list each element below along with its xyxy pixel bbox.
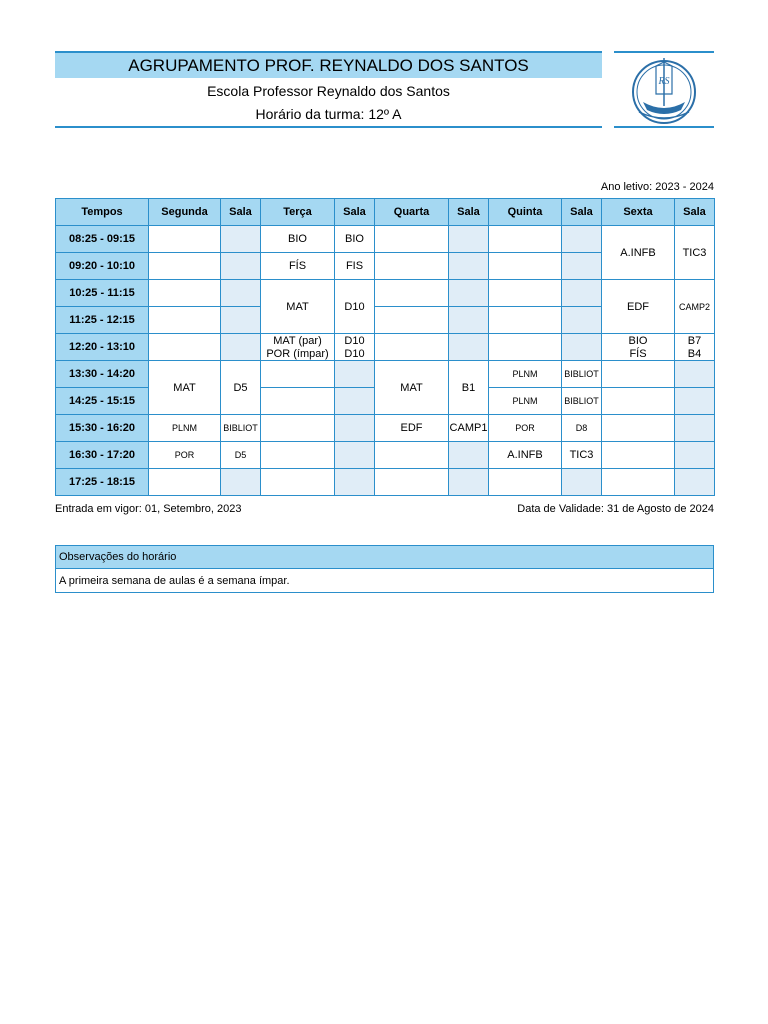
split-class-cell	[261, 334, 335, 361]
class-cell: BIO	[261, 226, 335, 253]
empty-cell	[149, 334, 221, 361]
empty-cell	[489, 280, 562, 307]
observations-title: Observações do horário	[55, 545, 714, 569]
empty-cell	[149, 307, 221, 334]
empty-room-cell	[562, 469, 602, 496]
ship-logo-icon	[629, 54, 699, 126]
class-cell: PLNM	[489, 388, 562, 415]
empty-cell	[261, 388, 335, 415]
empty-room-cell	[335, 388, 375, 415]
empty-room-cell	[675, 442, 715, 469]
timetable	[55, 198, 715, 496]
room-a: B7	[687, 334, 702, 347]
class-cell: A.INFB	[489, 442, 562, 469]
class-cell: MAT	[261, 280, 335, 334]
empty-room-cell	[221, 307, 261, 334]
header-terca: Terça	[261, 199, 335, 226]
empty-cell	[375, 442, 449, 469]
empty-cell	[375, 307, 449, 334]
header-sexta: Sexta	[602, 199, 675, 226]
class-cell: PLNM	[489, 361, 562, 388]
split-room-cell	[335, 334, 375, 361]
empty-cell	[261, 361, 335, 388]
empty-room-cell	[335, 415, 375, 442]
empty-cell	[602, 469, 675, 496]
empty-room-cell	[675, 469, 715, 496]
class-cell: POR	[489, 415, 562, 442]
empty-cell	[375, 280, 449, 307]
empty-room-cell	[562, 253, 602, 280]
room-cell: TIC3	[562, 442, 602, 469]
time-slot: 17:25 - 18:15	[56, 469, 149, 496]
room-cell: D5	[221, 361, 261, 415]
empty-room-cell	[221, 469, 261, 496]
time-slot: 14:25 - 15:15	[56, 388, 149, 415]
header-quinta: Quinta	[489, 199, 562, 226]
empty-room-cell	[449, 253, 489, 280]
empty-room-cell	[449, 307, 489, 334]
header-sala: Sala	[675, 199, 715, 226]
time-slot: 13:30 - 14:20	[56, 361, 149, 388]
room-cell: D8	[562, 415, 602, 442]
time-slot: 09:20 - 10:10	[56, 253, 149, 280]
class-cell: POR	[149, 442, 221, 469]
class-par: MAT (par)	[273, 334, 322, 347]
class-a: BIO	[628, 334, 648, 347]
class-cell: MAT	[375, 361, 449, 415]
time-slot: 16:30 - 17:20	[56, 442, 149, 469]
empty-cell	[489, 307, 562, 334]
svg-text:RS: RS	[658, 75, 670, 87]
empty-cell	[375, 226, 449, 253]
header-segunda: Segunda	[149, 199, 221, 226]
empty-cell	[602, 361, 675, 388]
room-cell: BIBLIOT	[221, 415, 261, 442]
validity-date: Data de Validade: 31 de Agosto de 2024	[517, 503, 714, 515]
room-par: D10	[344, 334, 365, 347]
empty-cell	[375, 469, 449, 496]
empty-cell	[489, 334, 562, 361]
class-cell: FÍS	[261, 253, 335, 280]
class-cell: A.INFB	[602, 226, 675, 280]
split-class-cell	[602, 334, 675, 361]
class-cell: EDF	[602, 280, 675, 334]
room-cell: BIBLIOT	[562, 388, 602, 415]
empty-room-cell	[449, 469, 489, 496]
empty-room-cell	[449, 226, 489, 253]
time-slot: 08:25 - 09:15	[56, 226, 149, 253]
header-sala: Sala	[562, 199, 602, 226]
room-cell: FIS	[335, 253, 375, 280]
room-cell: BIBLIOT	[562, 361, 602, 388]
empty-room-cell	[562, 280, 602, 307]
room-impar: D10	[344, 347, 365, 360]
empty-cell	[149, 253, 221, 280]
class-cell: EDF	[375, 415, 449, 442]
empty-cell	[602, 442, 675, 469]
empty-room-cell	[675, 361, 715, 388]
effective-date: Entrada em vigor: 01, Setembro, 2023	[55, 503, 242, 515]
class-label: Horário da turma: 12º A	[55, 102, 602, 128]
school-year: Ano letivo: 2023 - 2024	[600, 181, 714, 193]
room-cell: B1	[449, 361, 489, 415]
room-cell: BIO	[335, 226, 375, 253]
empty-cell	[489, 226, 562, 253]
empty-room-cell	[221, 280, 261, 307]
empty-room-cell	[335, 442, 375, 469]
school-logo	[614, 51, 714, 128]
empty-room-cell	[335, 469, 375, 496]
empty-cell	[261, 415, 335, 442]
empty-cell	[489, 469, 562, 496]
empty-cell	[375, 334, 449, 361]
empty-room-cell	[562, 334, 602, 361]
empty-room-cell	[449, 442, 489, 469]
room-cell: CAMP2	[675, 280, 715, 334]
time-slot: 12:20 - 13:10	[56, 334, 149, 361]
empty-room-cell	[449, 280, 489, 307]
class-impar: POR (ímpar)	[266, 347, 329, 360]
header-sala: Sala	[449, 199, 489, 226]
empty-room-cell	[221, 334, 261, 361]
header-quarta: Quarta	[375, 199, 449, 226]
header-sala: Sala	[335, 199, 375, 226]
empty-cell	[261, 469, 335, 496]
empty-room-cell	[562, 307, 602, 334]
empty-cell	[149, 469, 221, 496]
class-cell: PLNM	[149, 415, 221, 442]
room-b: B4	[687, 347, 702, 360]
empty-room-cell	[675, 415, 715, 442]
empty-cell	[149, 226, 221, 253]
empty-cell	[261, 442, 335, 469]
empty-cell	[375, 253, 449, 280]
empty-room-cell	[449, 334, 489, 361]
room-cell: D5	[221, 442, 261, 469]
class-b: FÍS	[629, 347, 647, 360]
class-cell: MAT	[149, 361, 221, 415]
empty-cell	[489, 253, 562, 280]
school-name: Escola Professor Reynaldo dos Santos	[207, 83, 450, 99]
header-tempos: Tempos	[56, 199, 149, 226]
split-room-cell	[675, 334, 715, 361]
empty-cell	[149, 280, 221, 307]
room-cell: TIC3	[675, 226, 715, 280]
header-sala: Sala	[221, 199, 261, 226]
time-slot: 10:25 - 11:15	[56, 280, 149, 307]
empty-room-cell	[335, 361, 375, 388]
room-cell: CAMP1	[449, 415, 489, 442]
observations-text: A primeira semana de aulas é a semana ímpar.	[55, 569, 714, 593]
empty-room-cell	[221, 226, 261, 253]
time-slot: 11:25 - 12:15	[56, 307, 149, 334]
room-cell: D10	[335, 280, 375, 334]
school-group-title: AGRUPAMENTO PROF. REYNALDO DOS SANTOS	[55, 51, 602, 78]
empty-room-cell	[675, 388, 715, 415]
empty-cell	[602, 415, 675, 442]
empty-room-cell	[562, 226, 602, 253]
empty-cell	[602, 388, 675, 415]
time-slot: 15:30 - 16:20	[56, 415, 149, 442]
empty-room-cell	[221, 253, 261, 280]
